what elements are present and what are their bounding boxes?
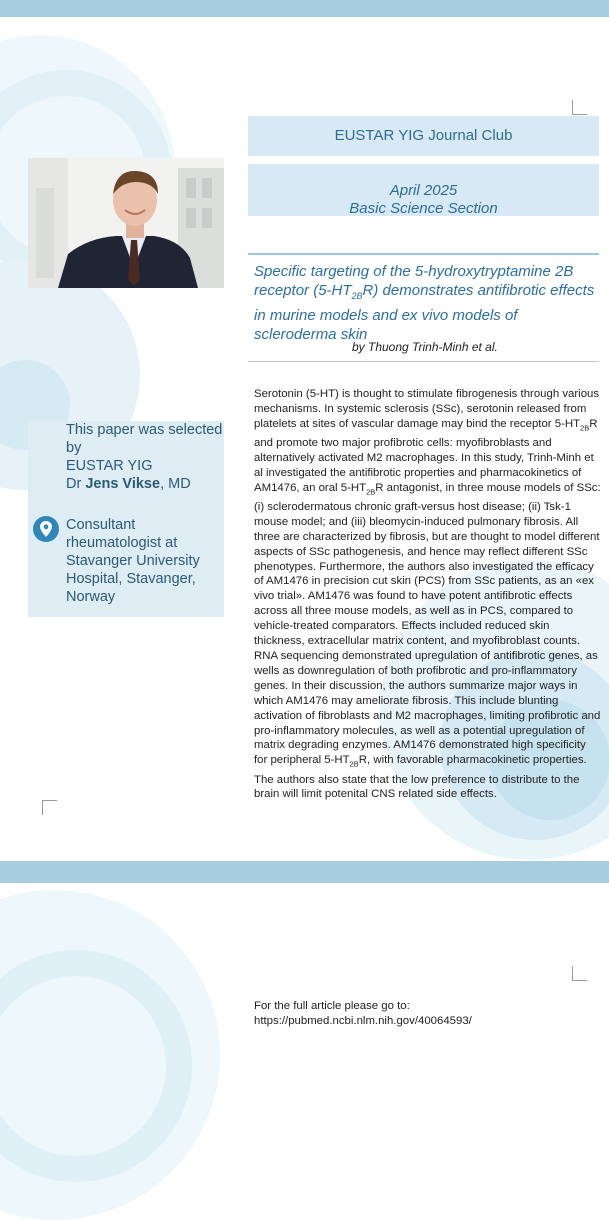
issue-section: Basic Science Section [349,200,498,217]
middle-bar [0,861,609,883]
footer-line: For the full article please go to: [254,1000,410,1012]
affiliation-text: Consultant rheumatologist at Stavanger University Hospital, Stavanger, Norway [66,517,200,605]
article-title-part2: R) demonstrates antifibrotic effects in murine models and ex vivo models of scleroderma skin [254,282,595,343]
selected-line3: EUSTAR YIG [66,458,153,474]
selected-line1: This paper was selected [66,422,223,438]
location-pin-icon [32,515,60,543]
article-title-part1: Specific targeting of the 5-hydroxytryptamine 2B receptor (5-HT [254,263,574,299]
article-title [254,262,602,344]
byline: by Thuong Trinh-Minh et al. [352,340,498,354]
selector-name: Dr Jens Vikse, MD [66,476,191,492]
title-divider [248,253,599,255]
byline-divider [248,361,599,362]
corner-mark [572,100,587,115]
selected-line2: by [66,440,82,456]
journal-club-title: EUSTAR YIG Journal Club [334,127,513,144]
selected-by-text [66,421,226,493]
issue-date: April 2025 [389,182,458,199]
selected-by-box [28,421,224,617]
top-bar [0,0,609,17]
portrait-photo [28,158,224,288]
article-url[interactable]: https://pubmed.ncbi.nlm.nih.gov/40064593/ [254,1015,472,1027]
article-title-subscript: 2B [351,291,363,301]
corner-mark [42,800,57,815]
corner-mark [572,966,587,981]
article-summary: Serotonin (5-HT) is thought to stimulate fibrogenesis through various mechanisms. In systemic sclerosis (SSc), serotonin released from platelets at sites of vascular damage may bind the receptor $5-HT_{2B}R$ and promote two major profibrotic cells: myofibroblasts and alternatively activated M2 macrophages. In this study, Trinh-Minh et al investigated the antifibrotic properties and pharmacokinetics of AM1476, an oral $5-HT_{2B}R$ antagonist, in three mouse models of SSc: (i) sclerodermatous chronic graft-versus host disease; (ii) Tsk-1 mouse model; and (iii) bleomycin-induced pulmonary fibrosis. All three are characterized by fibrosis, but are thought to model different aspects of SSc pathogenesis, and hence may reflect different SSc phenotypes. Furthermore, the authors also investigated the efficacy of AM1476 in precision cut skin (PCS) from SSc patients, as an «ex vivo trial». AM1476 was found to have potent antifibrotic effects across all three mouse models, as well as in PCS, compared to vehicle-treated comparators. Effects included reduced skin thickness, extracellular matrix content, and myofibroblast counts. RNA sequencing demonstrated upregulation of antifibrotic genes, as wells as downregulation of both profibrotic and pro-inflammatory genes. In their discussion, the authors summarize major ways in which AM1476 may ameliorate fibrosis. This include blunting activation of fibroblasts and M2 macrophages, limiting profibrotic and pro-inflammatory molecules, as well as a potential upregulation of matrix degrading enzymes. AM1476 demonstrated high specificity for peripheral $5-HT_{2B}R$, with favorable pharmacokinetic properties. The authors also state that the low preference to distribute to the brain will limit potenital CNS related side effects. [254,388,601,801]
